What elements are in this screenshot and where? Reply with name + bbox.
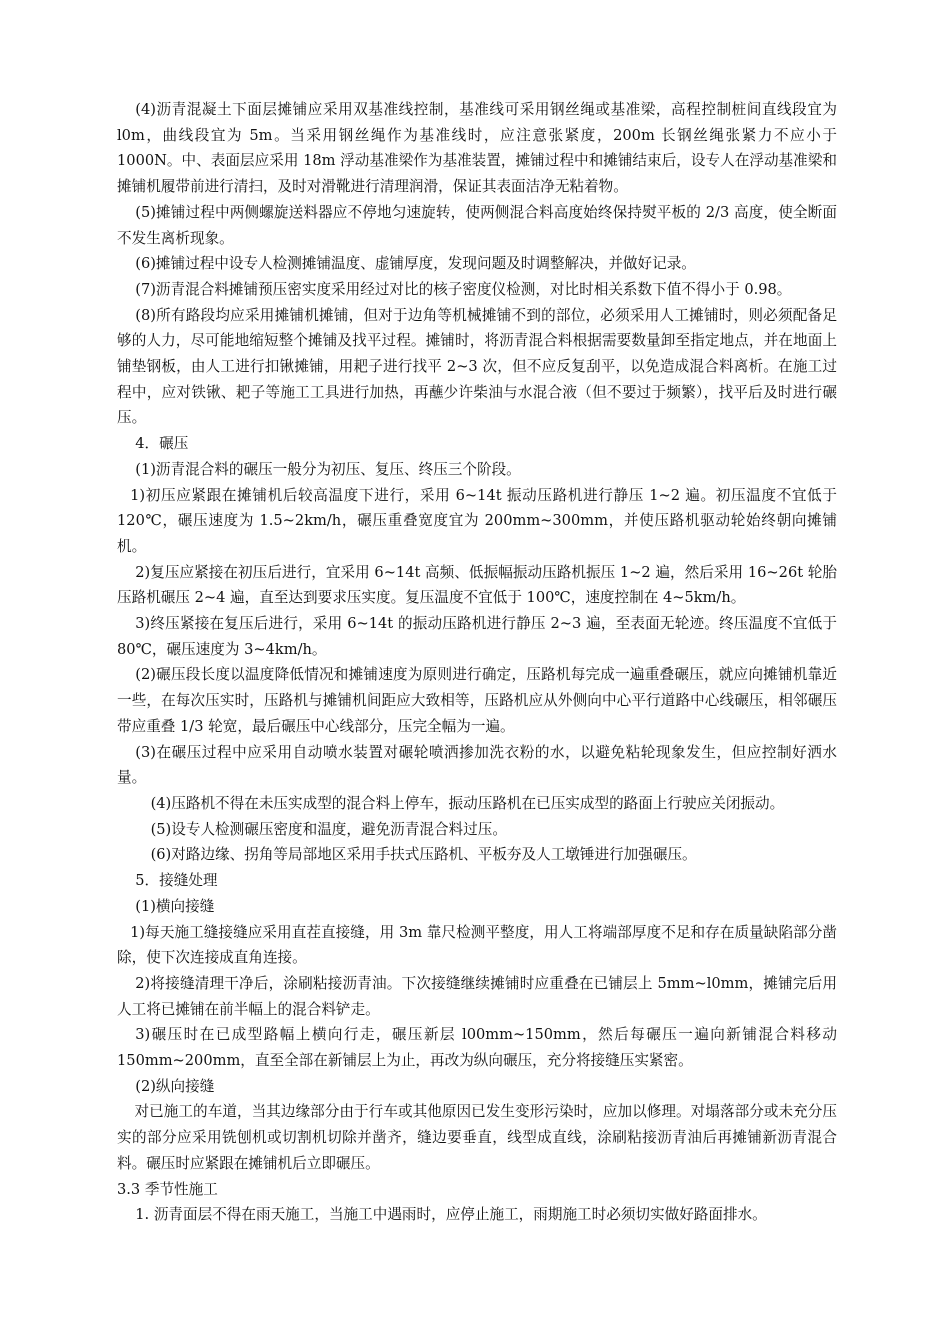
section-heading-seasonal: 3.3 季节性施工 [117,1180,218,1198]
paragraph-precompaction: (7)沥青混合料摊铺预压密实度采用经过对比的核子密度仪检测，对比时相关系数下值不得小于 0.98。 [135,280,792,298]
paragraph-transverse-3: 3)碾压时在已成型路幅上横向行走，碾压新层 l00mm~150mm，然后每碾压一遍向新铺混合料移动 150mm~200mm，直至全部在新铺层上为止，再改为纵向碾压，充分将接缝压实紧密。 [117,1026,837,1070]
subheading-longitudinal-joint: (2)纵向接缝 [135,1077,215,1095]
paragraph-manual-paving: (8)所有路段均应采用摊铺机摊铺，但对于边角等机械摊铺不到的部位，必须采用人工摊铺时，则必须配备足够的人力，尽可能地缩短整个摊铺及找平过程。摊铺时，将沥青混合料根据需要数量卸至指定地点，并在地面上铺垫钢板，由人工进行扣锹摊铺，用耙子进行找平 2~3 次，但不应反复刮平，以免造成混合料离析。在施工过程中，应对铁锹、耙子等施工工具进行加热，再蘸少许柴油与水混合液（但不要过于频繁），找平后及时进行碾压。 [117,306,837,427]
paragraph-rolling-length: (2)碾压段长度以温度降低情况和摊铺速度为原则进行确定，压路机每完成一遍重叠碾压，就应向摊铺机靠近一些，在每次压实时，压路机与摊铺机间距应大致相等，压路机应从外侧向中心平行道路中心线碾压，相邻碾压带应重叠 1/3 轮宽，最后碾压中心线部分，压完全幅为一遍。 [117,666,837,735]
paragraph-initial-rolling: 1)初压应紧跟在摊铺机后较高温度下进行，采用 6~14t 振动压路机进行静压 1~2 遍。初压温度不宜低于 120℃，碾压速度为 1.5~2km/h，碾压重叠宽度宜为 200mm~300mm，并使压路机驱动轮始终朝向摊铺机。 [117,486,837,555]
paragraph-temperature-check: (6)摊铺过程中设专人检测摊铺温度、虚铺厚度，发现问题及时调整解决，并做好记录。 [135,255,696,273]
paragraph-rain-construction: 1. 沥青面层不得在雨天施工，当施工中遇雨时，应停止施工，雨期施工时必须切实做好路面排水。 [135,1206,767,1224]
document-page [117,97,837,1228]
subheading-transverse-joint: (1)横向接缝 [135,897,215,915]
paragraph-rolling-stages: (1)沥青混合料的碾压一般分为初压、复压、终压三个阶段。 [135,460,521,478]
paragraph-transverse-2: 2)将接缝清理干净后，涂刷粘接沥青油。下次接缝继续摊铺时应重叠在已铺层上 5mm~l0mm，摊铺完后用人工将已摊铺在前半幅上的混合料铲走。 [117,974,837,1018]
paragraph-final-rolling: 3)终压紧接在复压后进行，采用 6~14t 的振动压路机进行静压 2~3 遍，至表面无轮迹。终压温度不宜低于 80℃，碾压速度为 3~4km/h。 [117,615,837,658]
paragraph-edge-compaction: (6)对路边缘、拐角等局部地区采用手扶式压路机、平板夯及人工墩锤进行加强碾压。 [150,846,697,864]
paragraph-density-check: (5)设专人检测碾压密度和温度，避免沥青混合料过压。 [150,820,507,838]
section-heading-joints: 5．接缝处理 [135,872,218,890]
paragraph-longitudinal: 对已施工的车道，当其边缘部分由于行车或其他原因已发生变形污染时，应加以修理。对塌落部分或未充分压实的部分应采用铣刨机或切割机切除并凿齐，缝边要垂直，线型成直线，涂刷粘接沥青油后再摊铺新沥青混合料。碾压时应紧跟在摊铺机后立即碾压。 [117,1103,837,1172]
paragraph-screw-conveyor: (5)摊铺过程中两侧螺旋送料器应不停地匀速旋转，使两侧混合料高度始终保持熨平板的 2/3 高度，使全断面不发生离析现象。 [117,203,837,247]
paragraph-secondary-rolling: 2)复压应紧接在初压后进行，宜采用 6~14t 高频、低振幅振动压路机振压 1~2 遍，然后采用 16~26t 轮胎压路机碾压 2~4 遍，直至达到要求压实度。复压温度不宜低于 100℃，速度控制在 4~5km/h。 [117,563,837,607]
section-heading-rolling: 4．碾压 [135,435,189,453]
paragraph-water-spray: (3)在碾压过程中应采用自动喷水装置对碾轮喷洒掺加洗衣粉的水，以避免粘轮现象发生，但应控制好洒水量。 [117,743,837,787]
paragraph-transverse-1: 1)每天施工缝接缝应采用直茬直接缝，用 3m 靠尺检测平整度，用人工将端部厚度不足和存在质量缺陷部分凿除，使下次连接成直角连接。 [117,923,837,967]
paragraph-paving-baseline: (4)沥青混凝土下面层摊铺应采用双基准线控制，基准线可采用钢丝绳或基准梁，高程控制桩间直线段宜为 l0m，曲线段宜为 5m。当采用钢丝绳作为基准线时，应注意张紧度，200m 长钢丝绳张紧力不应小于 1000N。中、表面层应采用 18m 浮动基准梁作为基准装置，摊铺过程中和摊铺结束后，设专人在浮动基准梁和摊铺机履带前进行清扫，及时对滑靴进行清理润滑，保证其表面洁净无粘着物。 [117,101,837,196]
paragraph-no-parking: (4)压路机不得在未压实成型的混合料上停车，振动压路机在已压实成型的路面上行驶应关闭振动。 [150,794,785,812]
